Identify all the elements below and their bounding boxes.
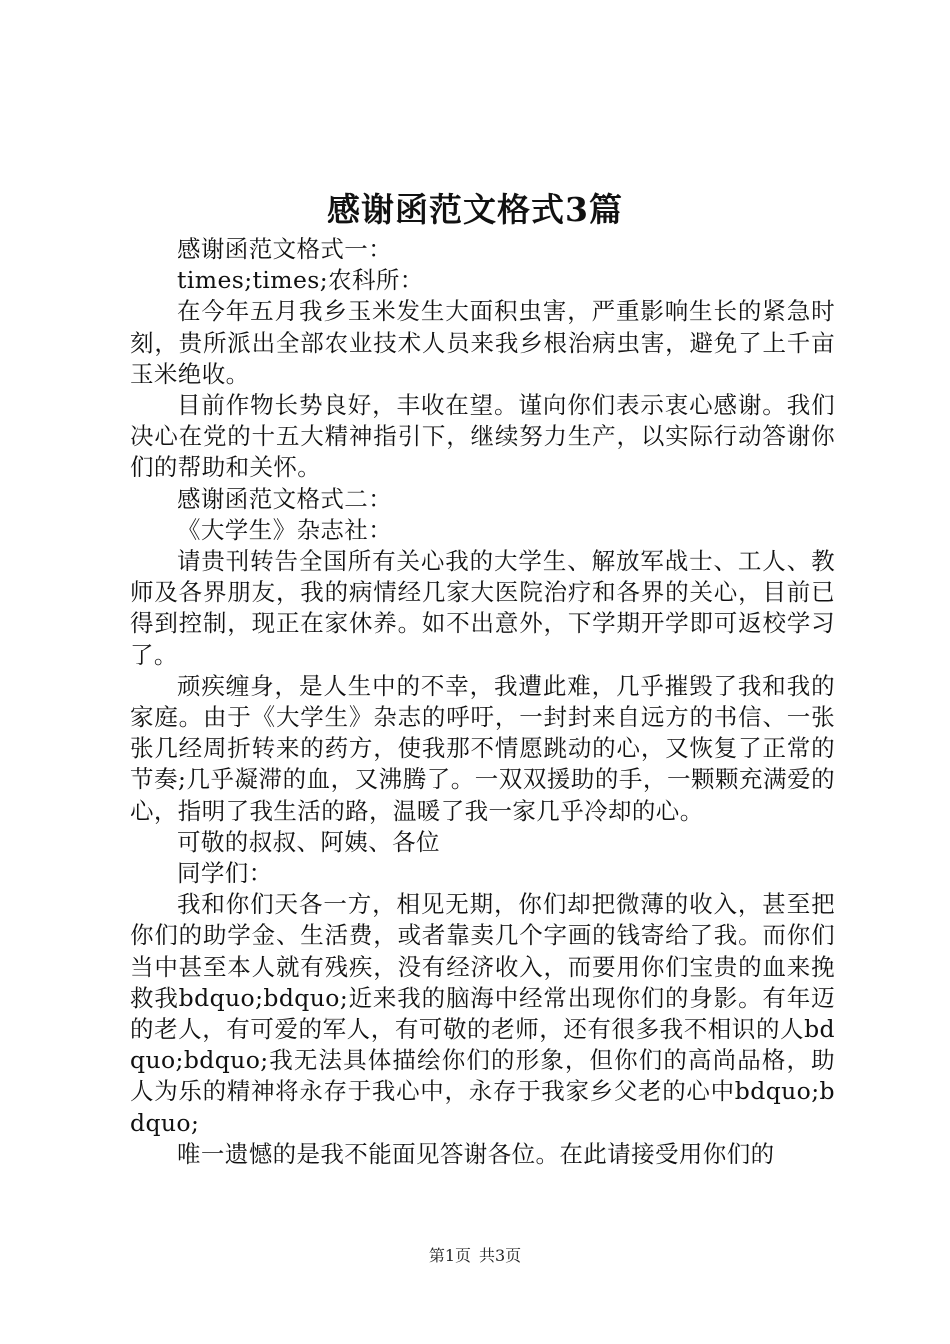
- paragraph: 顽疾缠身，是人生中的不幸，我遭此难，几乎摧毁了我和我的家庭。由于《大学生》杂志的呼吁，一封封来自远方的书信、一张张几经周折转来的药方，使我那不情愿跳动的心，又恢复了正常的节奏;几乎凝滞的血，又沸腾了。一双双援助的手，一颗颗充满爱的心，指明了我生活的路，温暖了我一家几乎冷却的心。: [130, 671, 835, 825]
- paragraph-salutation-2: 《大学生》杂志社：: [177, 515, 393, 544]
- document-title: 感谢函范文格式3篇: [327, 190, 623, 229]
- page-total: 共3页: [479, 1246, 522, 1265]
- page-number: 第1页: [428, 1246, 471, 1265]
- paragraph: 我和你们天各一方，相见无期，你们却把微薄的收入，甚至把你们的助学金、生活费，或者靠卖几个字画的钱寄给了我。而你们当中甚至本人就有残疾，没有经济收入，而要用你们宝贵的血来挽救我bdquo;bdquo;近来我的脑海中经常出现你们的身影。有年迈的老人，有可爱的军人，有可敬的老师，还有很多我不相识的人bdquo;bdquo;我无法具体描绘你们的形象，但你们的高尚品格，助人为乐的精神将永存于我心中，永存于我家乡父老的心中bdquo;bdquo;: [130, 890, 835, 1137]
- paragraph-heading-2: 感谢函范文格式二：: [177, 484, 393, 513]
- page-footer: [0, 1244, 950, 1268]
- paragraph-salutation-4: 同学们：: [177, 859, 273, 888]
- paragraph: 目前作物长势良好，丰收在望。谨向你们表示衷心感谢。我们决心在党的十五大精神指引下，继续努力生产，以实际行动答谢你们的帮助和关怀。: [130, 391, 835, 482]
- paragraph-salutation-1: times;times;农科所：: [177, 266, 424, 295]
- paragraph: 在今年五月我乡玉米发生大面积虫害，严重影响生长的紧急时刻，贵所派出全部农业技术人员来我乡根治病虫害，避免了上千亩玉米绝收。: [130, 297, 835, 388]
- paragraph-heading-1: 感谢函范文格式一：: [177, 235, 393, 263]
- paragraph: 请贵刊转告全国所有关心我的大学生、解放军战士、工人、教师及各界朋友，我的病情经几家大医院治疗和各界的关心，目前已得到控制，现正在家休养。如不出意外，下学期开学即可返校学习了。: [130, 547, 835, 669]
- paragraph-salutation-3: 可敬的叔叔、阿姨、各位: [177, 827, 440, 856]
- document-body: [130, 234, 835, 1170]
- paragraph: 唯一遗憾的是我不能面见答谢各位。在此请接受用你们的: [177, 1139, 775, 1168]
